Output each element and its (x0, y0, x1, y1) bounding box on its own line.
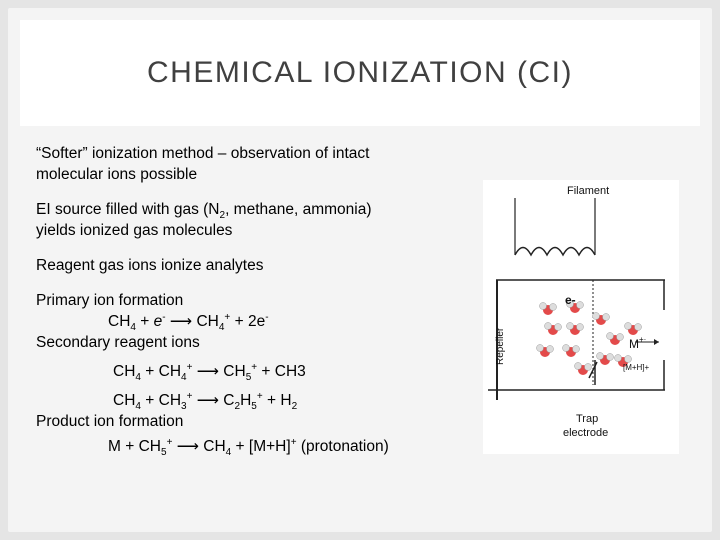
slide-body (36, 143, 476, 457)
equation-product: $M + CH_5^+$ ⟶ $CH_4 + [M+H]^+$ (protonation) (108, 436, 389, 459)
equation-secondary-1: $CH_4 + CH_4^+$ ⟶ $CH_5^+ + CH3$ (113, 361, 306, 384)
body-line: Product ion formation (36, 413, 184, 430)
mh-ion-label: [M+H]+ (623, 363, 650, 372)
equation-primary: $CH_4 + e^-$ ⟶ $CH_4^+ + 2e^-$ (108, 311, 269, 334)
trap-label: Trap (576, 413, 599, 425)
title-box (20, 20, 700, 126)
body-line: EI source filled with gas ($N_2$, methane, ammonia) (36, 201, 372, 222)
ion-source-diagram (483, 180, 679, 454)
filament-label: Filament (567, 185, 610, 197)
electrode-label: electrode (563, 427, 609, 439)
body-line: yields ionized gas molecules (36, 222, 233, 239)
equation-secondary-2: $CH_4 + CH_3^+$ ⟶ $C_2H_5^+ + H_2$ (113, 390, 298, 413)
body-line: Reagent gas ions ionize analytes (36, 257, 264, 274)
body-line: Primary ion formation (36, 292, 184, 309)
electron-label: e- (565, 293, 576, 307)
body-line: Secondary reagent ions (36, 334, 200, 351)
body-line: molecular ions possible (36, 166, 198, 183)
slide-title: CHEMICAL IONIZATION (CI) (147, 56, 573, 89)
m-ion-charge: +· (639, 335, 647, 344)
body-line: “Softer” ionization method – observation of intact (36, 145, 370, 162)
m-ion-label: M (629, 337, 639, 351)
repeller-label: Repeller (495, 327, 506, 365)
filament-coil (515, 248, 595, 256)
